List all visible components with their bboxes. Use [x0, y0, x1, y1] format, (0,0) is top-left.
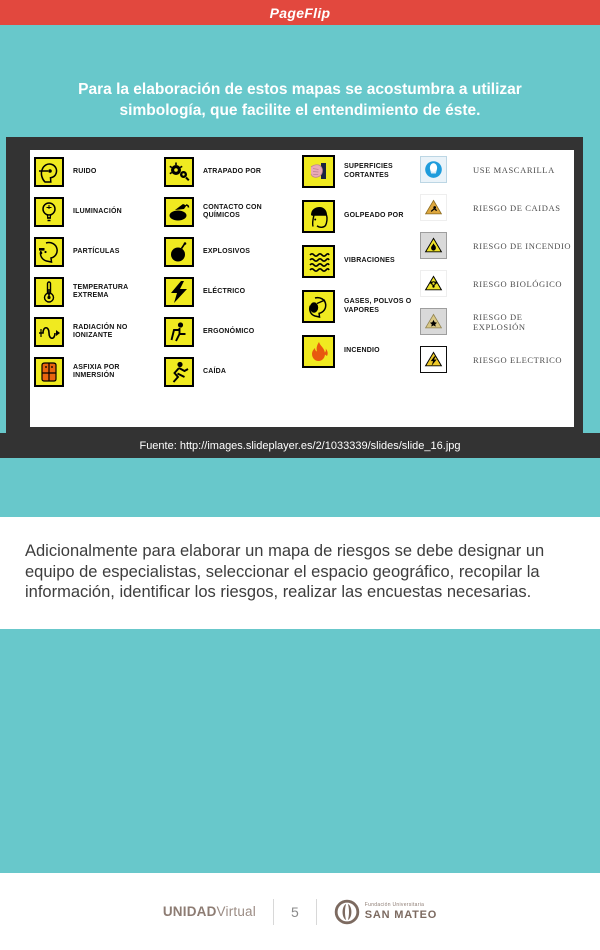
- footer-divider: [316, 899, 317, 925]
- symbol-label: VIBRACIONES: [344, 257, 395, 265]
- electric-triangle-icon: [420, 346, 447, 373]
- bomb-icon: [164, 237, 194, 267]
- fall-triangle-icon: [420, 194, 447, 221]
- lightning-icon: [164, 277, 194, 307]
- slide-heading: [0, 79, 600, 121]
- symbols-figure-frame: [6, 137, 583, 433]
- gas-mask-icon: [302, 290, 335, 323]
- gears-icon: [164, 157, 194, 187]
- symbol-item: [420, 232, 574, 259]
- symbol-item: [164, 237, 293, 267]
- heading-line-2: simbología, que facilite el entendimiento de éste.: [119, 102, 481, 119]
- radiation-wave-icon: [34, 317, 64, 347]
- explosion-triangle-icon: [420, 308, 447, 335]
- symbol-item: [302, 245, 424, 278]
- body-paragraph: Adicionalmente para elaborar un mapa de riesgos se debe designar un equipo de especialistas, seleccionar el espacio geográfico, recopilar la información, identificar los riesgos, realizar las encuestas necesarias.: [25, 542, 545, 601]
- symbol-label: ERGONÓMICO: [203, 327, 255, 335]
- symbol-item: [420, 194, 574, 221]
- cut-hand-icon: [302, 155, 335, 188]
- figure-source-text: Fuente: http://images.slideplayer.es/2/1033339/slides/slide_16.jpg: [139, 439, 461, 452]
- hard-hat-head-icon: [302, 200, 335, 233]
- symbol-label: RIESGO ELECTRICO: [473, 354, 563, 365]
- symbols-column-2: [164, 157, 293, 387]
- symbol-item: [34, 157, 153, 187]
- footer: [0, 873, 600, 950]
- symbol-item: [34, 277, 153, 307]
- san-mateo-logo-icon: [334, 899, 360, 925]
- logo-small-text: Fundación Universitaria: [364, 901, 425, 908]
- symbol-item: [34, 357, 153, 387]
- symbols-grid: [30, 150, 574, 427]
- symbols-column-3: [302, 155, 424, 368]
- symbol-item: [420, 270, 574, 297]
- brand-virtual: Virtual: [216, 904, 256, 919]
- symbol-label: CAÍDA: [203, 367, 227, 375]
- san-mateo-logo-text: [365, 903, 437, 921]
- symbols-column-4: [420, 156, 574, 373]
- symbol-item: [164, 197, 293, 227]
- symbol-label: USE MASCARILLA: [473, 164, 555, 175]
- biohazard-triangle-icon: [420, 270, 447, 297]
- symbol-label: EXPLOSIVOS: [203, 247, 251, 255]
- symbol-item: [420, 156, 574, 183]
- symbol-label: ELÉCTRICO: [203, 287, 246, 295]
- logo-name-text: SAN MATEO: [364, 908, 438, 921]
- fire-triangle-icon: [420, 232, 447, 259]
- symbol-item: [164, 357, 293, 387]
- symbol-item: [302, 155, 424, 188]
- symbol-label: RIESGO DE CAIDAS: [473, 202, 561, 213]
- symbol-item: [302, 200, 424, 233]
- figure-caption-bar: [0, 433, 600, 458]
- symbols-column-1: [34, 157, 153, 387]
- symbol-label: ATRAPADO POR: [203, 167, 262, 175]
- noise-head-icon: [34, 157, 64, 187]
- footer-divider: [273, 899, 274, 925]
- symbol-item: [34, 197, 153, 227]
- symbol-item: [420, 308, 574, 335]
- symbol-label: GOLPEADO POR: [344, 212, 404, 220]
- symbol-item: [302, 290, 424, 323]
- mask-sign-icon: [420, 156, 447, 183]
- heading-line-1: Para la elaboración de estos mapas se acostumbra a utilizar: [78, 81, 522, 98]
- symbol-label: RIESGO DE INCENDIO: [473, 240, 572, 251]
- symbol-label: ILUMINACIÓN: [73, 207, 122, 215]
- body-text-box: [0, 517, 600, 629]
- brand-unidad: UNIDAD: [162, 904, 217, 919]
- page-number: 5: [290, 903, 299, 920]
- life-vest-icon: [34, 357, 64, 387]
- symbol-label: CONTACTO CON QUÍMICOS: [203, 203, 262, 219]
- symbol-label: INCENDIO: [344, 347, 380, 355]
- seated-person-icon: [164, 317, 194, 347]
- vibration-lines-icon: [302, 245, 335, 278]
- symbol-item: [164, 157, 293, 187]
- unidad-virtual-brand: [163, 904, 256, 919]
- flame-icon: [302, 335, 335, 368]
- symbol-label: ASFIXIA POR INMERSIÓN: [73, 363, 120, 379]
- symbol-item: [34, 237, 153, 267]
- top-title-bar: [0, 0, 600, 25]
- falling-person-icon: [164, 357, 194, 387]
- symbol-label: SUPERFICIES CORTANTES: [344, 163, 393, 179]
- thermometer-icon: [34, 277, 64, 307]
- symbol-item: [302, 335, 424, 368]
- symbol-item: [164, 317, 293, 347]
- symbol-label: TEMPERATURA EXTREMA: [73, 283, 129, 299]
- symbol-item: [34, 317, 153, 347]
- symbol-label: RIESGO BIOLÓGICO: [473, 278, 563, 289]
- symbol-item: [164, 277, 293, 307]
- symbol-label: RIESGO DE EXPLOSIÓN: [473, 311, 526, 332]
- particles-face-icon: [34, 237, 64, 267]
- chemical-container-icon: [164, 197, 194, 227]
- symbol-label: RADIACIÓN NO IONIZANTE: [73, 323, 128, 339]
- symbol-item: [420, 346, 574, 373]
- pageflip-title: PageFlip: [269, 4, 331, 21]
- symbol-label: PARTÍCULAS: [73, 247, 120, 255]
- light-bulb-icon: [34, 197, 64, 227]
- symbol-label: GASES, POLVOS O VAPORES: [344, 298, 412, 314]
- san-mateo-logo: [334, 899, 437, 925]
- symbol-label: RUIDO: [73, 167, 97, 175]
